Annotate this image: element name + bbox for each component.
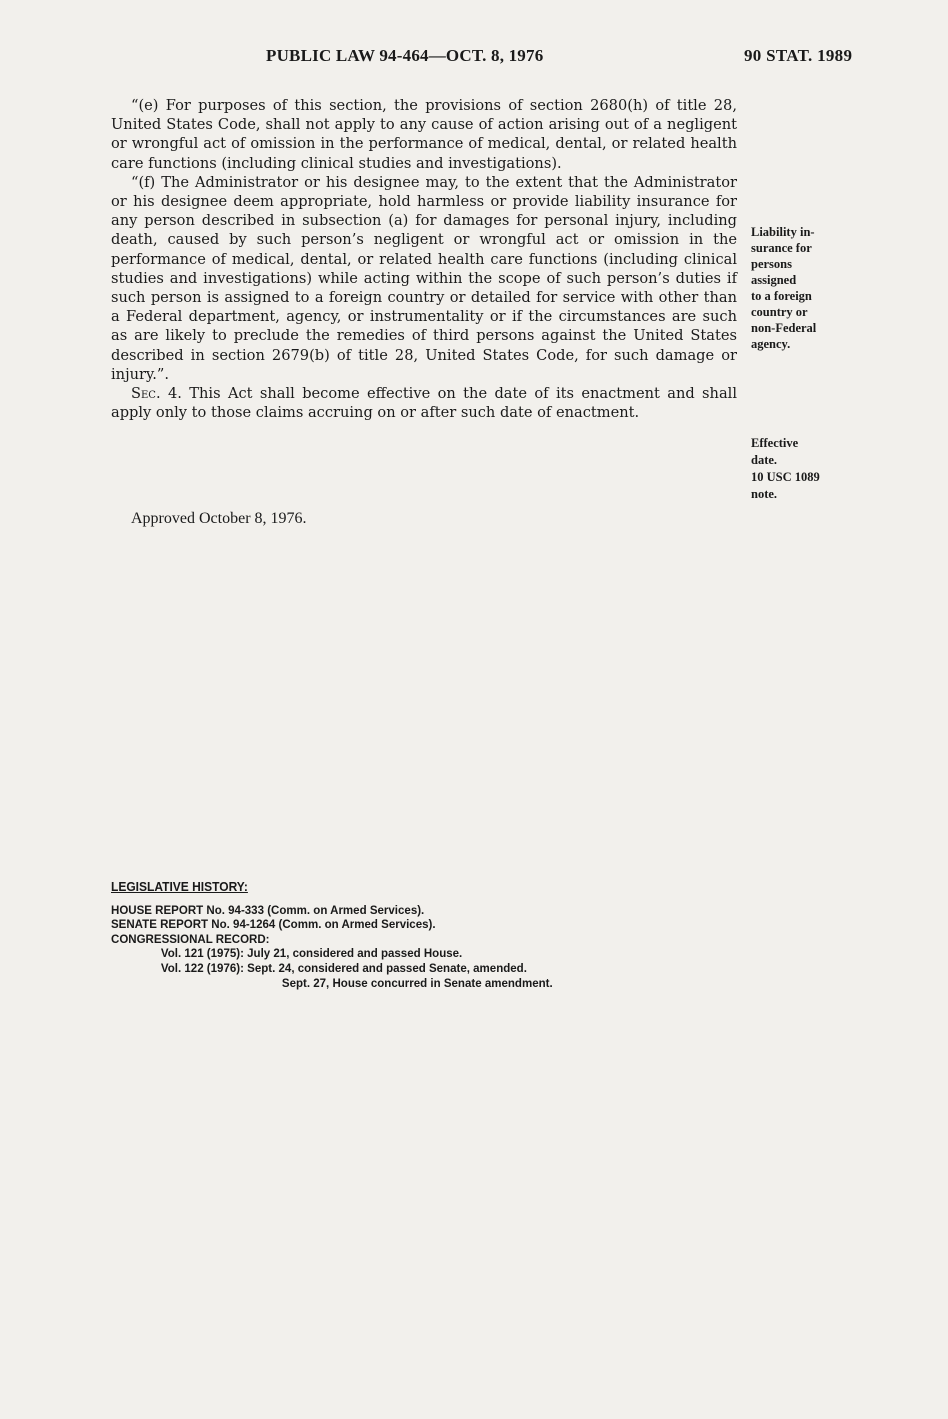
house-report: HOUSE REPORT No. 94-333 (Comm. on Armed Services). <box>111 902 425 917</box>
record-vol-121: Vol. 121 (1975): July 21, considered and passed House. <box>160 946 463 961</box>
section-4 <box>111 384 737 422</box>
section-4-label: Sec. <box>131 385 161 403</box>
margin-note-line: non-Federal <box>751 321 817 335</box>
margin-note-line: agency. <box>751 337 791 351</box>
legislative-history <box>111 880 725 990</box>
subsection-f: “(f) The Administrator or his designee may, to the extent that the Administrator or his designee deem appropriate, hold harmless or provide liability insurance for any person described in subsection (a) for damages for personal injury, including death, caused by such person’s negligent or wrongful act or omission in the performance of medical, dental, or related health care functions (including clinical studies and investigations) while acting within the scope of such person’s duties if such person is assigned to a foreign country or detailed for service with other than a Federal department, agency, or instrumentality or if the circumstances are such as are likely to preclude the remedies of third persons against the United States described in section 2679(b) of title 28, United States Code, for such damage or injury.”. <box>111 173 737 383</box>
subsection-e: “(e) For purposes of this section, the provisions of section 2680(h) of title 28, United States Code, shall not apply to any cause of action arising out of a negligent or wrongful act of omission in the performance of medical, dental, or related health care functions (including clinical studies and investigations). <box>111 97 737 172</box>
record-sept-27: Sept. 27, House concurred in Senate amendment. <box>281 975 553 990</box>
margin-note-liability <box>751 224 861 352</box>
margin-note-line: Effective <box>751 436 799 450</box>
margin-note-line: date. <box>751 453 778 467</box>
section-4-text: 4. This Act shall become effective on the date of its enactment and shall apply only to those claims accruing on or after such date of enactment. <box>111 385 737 422</box>
statute-body <box>111 96 737 422</box>
legislative-history-title: LEGISLATIVE HISTORY: <box>111 880 248 894</box>
margin-note-effective <box>751 435 861 503</box>
margin-note-line: persons <box>751 257 792 271</box>
statute-page-number: 90 STAT. 1989 <box>744 46 853 65</box>
margin-note-line: to a foreign <box>751 289 812 303</box>
public-law-title: PUBLIC LAW 94-464—OCT. 8, 1976 <box>266 46 544 65</box>
congressional-record: CONGRESSIONAL RECORD: <box>111 931 270 946</box>
margin-note-line: Liability in- <box>751 225 815 239</box>
margin-note-line: assigned <box>751 273 797 287</box>
record-vol-122: Vol. 122 (1976): Sept. 24, considered and passed Senate, amended. <box>160 960 527 975</box>
margin-note-line: 10 USC 1089 <box>751 470 820 484</box>
approval-date: Approved October 8, 1976. <box>131 510 307 527</box>
page-header <box>0 46 948 72</box>
margin-note-line: note. <box>751 487 778 501</box>
margin-note-line: surance for <box>751 241 812 255</box>
senate-report: SENATE REPORT No. 94-1264 (Comm. on Armed Services). <box>111 917 436 932</box>
margin-note-line: country or <box>751 305 808 319</box>
